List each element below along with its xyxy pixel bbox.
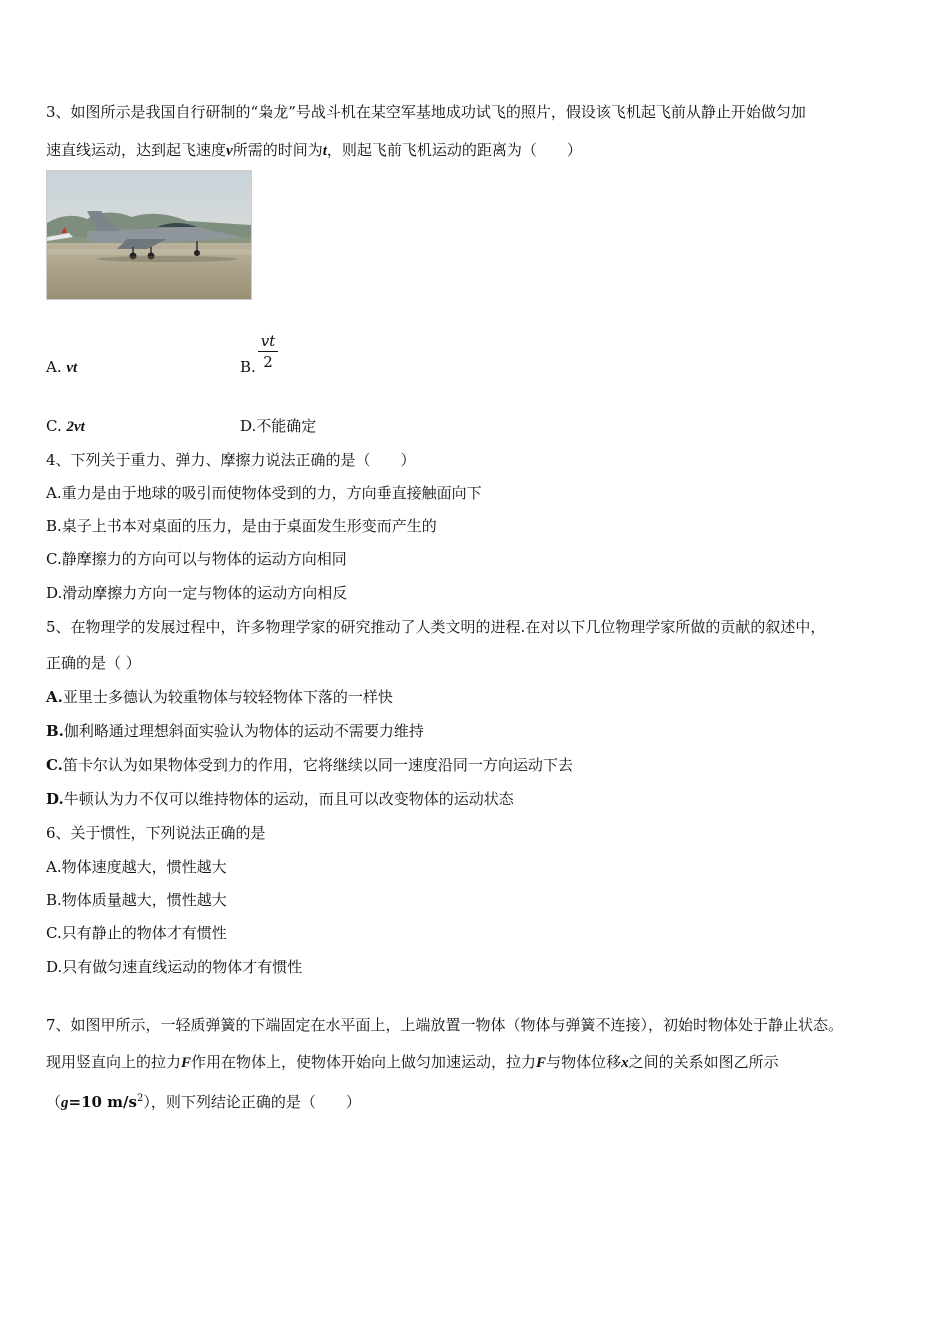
q7-stem-line3 [46,1089,361,1113]
var-F: F [181,1055,192,1071]
option-text: 伽利略通过理想斜面实验认为物体的运动不需要力维持 [63,722,424,740]
option-label: C. [46,417,62,435]
var-x: x [621,1055,629,1071]
var-t: t [322,143,327,159]
option-label: B. [240,358,256,376]
q7-text: 作用在物体上，使物体开始向上做匀加速运动，拉力 [191,1053,537,1071]
q7-text: ），则下列结论正确的是（ ） [143,1093,361,1111]
var-F: F [536,1055,547,1071]
q4-option-a[interactable]: A.重力是由于地球的吸引而使物体受到的力，方向垂直接触面向下 [46,484,482,502]
q3-text: ，则起飞前飞机运动的距离为（ ） [326,141,582,159]
fraction-bar [258,351,278,352]
q7-text: （ [46,1093,62,1111]
q5-option-d[interactable] [46,789,514,809]
q3-stem-line2 [46,140,582,161]
option-label: D. [46,790,64,808]
option-c-value: 2vt [66,419,85,435]
q6-option-b[interactable]: B.物体质量越大，惯性越大 [46,891,227,909]
q4-option-b[interactable]: B.桌子上书本对桌面的压力，是由于桌面发生形变而产生的 [46,517,437,535]
var-g: g [61,1095,69,1111]
option-label: A. [46,358,62,376]
q4-option-c[interactable]: C.静摩擦力的方向可以与物体的运动方向相同 [46,550,347,568]
q3-option-a[interactable] [46,357,77,378]
option-label: B. [46,722,64,740]
fighter-jet-image [47,171,251,299]
q6-option-d[interactable]: D.只有做匀速直线运动的物体才有惯性 [46,958,303,976]
q6-stem: 6、关于惯性，下列说法正确的是 [46,824,266,842]
q7-stem-line1: 7、如图甲所示，一轻质弹簧的下端固定在水平面上，上端放置一物体（物体与弹簧不连接），初始时物体处于静止状态。 [46,1016,844,1034]
fraction-denominator: 2 [263,353,273,371]
q5-option-b[interactable] [46,721,424,741]
q6-option-c[interactable]: C.只有静止的物体才有惯性 [46,924,227,942]
option-label: C. [46,756,63,774]
q3-stem-line1: 3、如图所示是我国自行研制的“枭龙”号战斗机在某空军基地成功试飞的照片，假设该飞机起飞前从静止开始做匀加 [46,103,806,121]
option-label: A. [46,688,63,706]
q3-option-b[interactable] [240,357,256,377]
var-v: v [226,143,233,159]
q6-option-a[interactable]: A.物体速度越大，惯性越大 [46,858,227,876]
q5-option-a[interactable] [46,687,393,707]
q4-stem: 4、下列关于重力、弹力、摩擦力说法正确的是（ ） [46,451,416,469]
q7-text: 之间的关系如图乙所示 [628,1053,779,1071]
gravity-value: =10 m/s [68,1093,137,1111]
exponent: 2 [136,1093,144,1104]
option-text: 笛卡尔认为如果物体受到力的作用，它将继续以同一速度沿同一方向运动下去 [62,756,573,774]
q7-stem-line2 [46,1052,779,1073]
q5-option-c[interactable] [46,755,573,775]
fighter-jet-photo [46,170,252,300]
q3-option-d[interactable]: D.不能确定 [240,417,317,435]
q3-option-c[interactable] [46,416,85,437]
option-text: 亚里士多德认为较重物体与较轻物体下落的一样快 [62,688,393,706]
q5-stem-line2: 正确的是（ ） [46,654,141,672]
q7-text: 现用竖直向上的拉力 [46,1053,182,1071]
q4-option-d[interactable]: D.滑动摩擦力方向一定与物体的运动方向相反 [46,584,348,602]
q7-text: 与物体位移 [546,1053,622,1071]
fraction-numerator: vt [260,332,276,350]
option-a-value: vt [66,360,78,376]
q5-stem-line1: 5、在物理学的发展过程中，许多物理学家的研究推动了人类文明的进程.在对以下几位物理学家所做的贡献的叙述中， [46,618,826,636]
fraction-vt-over-2 [258,332,278,371]
q3-text: 速直线运动，达到起飞速度 [46,141,227,159]
option-text: 牛顿认为力不仅可以维持物体的运动，而且可以改变物体的运动状态 [63,790,514,808]
q3-text: 所需的时间为 [232,141,323,159]
